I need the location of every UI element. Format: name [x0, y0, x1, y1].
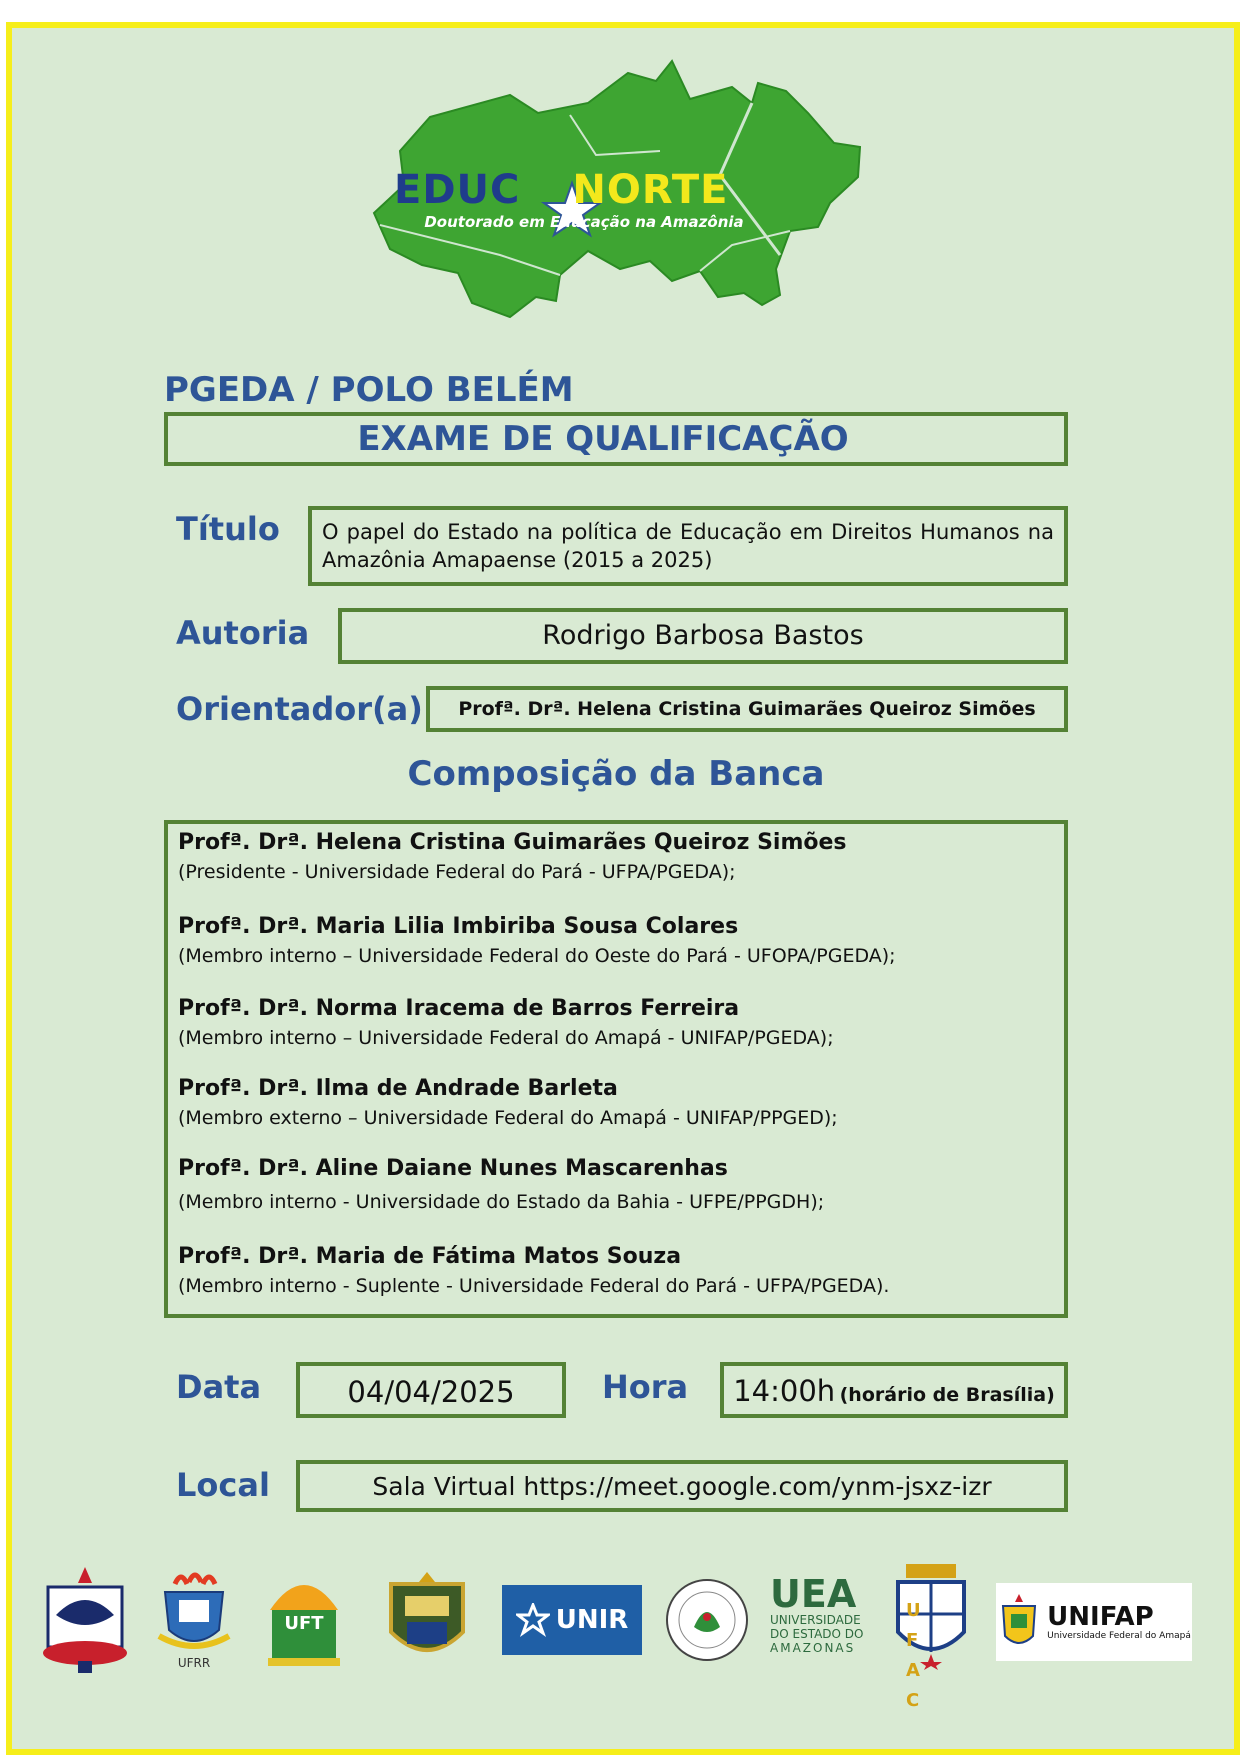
hora-label: Hora — [602, 1368, 689, 1406]
exam-title: EXAME DE QUALIFICAÇÃO — [357, 419, 849, 459]
banca-member — [178, 914, 1054, 996]
orientador-label: Orientador(a) — [176, 690, 423, 728]
autoria-box — [338, 608, 1068, 664]
logo-brand-right: NORTE — [572, 167, 729, 213]
data-box — [296, 1362, 566, 1418]
educ-norte-logo — [360, 55, 870, 345]
banca-member-name: Profª. Drª. Helena Cristina Guimarães Queiroz Simões — [178, 830, 847, 855]
unir-star-icon — [516, 1603, 550, 1637]
banca-member-role: (Membro interno – Universidade Federal do Oeste do Pará - UFOPA/PGEDA); — [178, 945, 896, 967]
unir-logo — [502, 1585, 642, 1655]
banca-member-role: (Membro interno - Suplente - Universidade Federal do Pará - UFPA/PGEDA). — [178, 1275, 890, 1297]
unifap-label: UNIFAP — [1047, 1602, 1154, 1632]
banca-member — [178, 1076, 1054, 1156]
banca-member-name: Profª. Drª. Norma Iracema de Barros Ferreira — [178, 996, 740, 1021]
university-shield-icon — [377, 1568, 477, 1672]
uft-label: UFT — [284, 1613, 324, 1634]
titulo-label: Título — [176, 510, 280, 548]
banca-member — [178, 996, 1054, 1076]
banca-box — [164, 820, 1068, 1318]
uea-label: UEA — [770, 1572, 857, 1616]
uea-line1: UNIVERSIDADE — [770, 1613, 861, 1627]
banca-member-name: Profª. Drª. Ilma de Andrade Barleta — [178, 1076, 618, 1101]
banca-member — [178, 1156, 1054, 1244]
ufpa-logo — [38, 1565, 132, 1675]
ufrr-label: UFRR — [177, 1656, 211, 1670]
logo-brand-left: EDUC — [394, 167, 521, 213]
uea-line3: AMAZONAS — [770, 1641, 856, 1655]
ufam-logo — [664, 1565, 750, 1675]
data-label: Data — [176, 1368, 262, 1406]
banca-member-role: (Membro interno – Universidade Federal do Amapá - UNIFAP/PGEDA); — [178, 1027, 834, 1049]
hora-note: (horário de Brasília) — [839, 1384, 1055, 1406]
hora-box — [720, 1362, 1068, 1418]
autoria-value: Rodrigo Barbosa Bastos — [542, 620, 864, 651]
unifesspa-logo — [374, 1565, 480, 1675]
ufrr-logo — [150, 1565, 238, 1675]
ufam-seal-icon — [664, 1577, 750, 1663]
data-value: 04/04/2025 — [347, 1375, 515, 1409]
ufac-logo — [892, 1560, 970, 1711]
uft-logo — [262, 1565, 346, 1675]
ufpa-crest-icon — [38, 1565, 132, 1675]
unir-label: UNIR — [555, 1605, 629, 1635]
ufac-letters: UFAC — [906, 1600, 935, 1711]
uea-line2: DO ESTADO DO — [770, 1627, 864, 1641]
exam-title-box — [164, 412, 1068, 466]
unifap-logo — [996, 1583, 1192, 1661]
local-box — [296, 1460, 1068, 1512]
autoria-label: Autoria — [176, 614, 310, 652]
orientador-value: Profª. Drª. Helena Cristina Guimarães Queiroz Simões — [458, 698, 1036, 720]
banca-member-role: (Presidente - Universidade Federal do Pará - UFPA/PGEDA); — [178, 861, 736, 883]
local-label: Local — [176, 1466, 270, 1504]
unifap-sub: Universidade Federal do Amapá — [1047, 1631, 1191, 1641]
banca-member-role: (Membro interno - Universidade do Estado da Bahia - UFPE/PPGDH); — [178, 1191, 825, 1213]
banca-member — [178, 830, 1054, 914]
ufrr-crest-icon — [155, 1570, 233, 1654]
hora-value: 14:00h — [733, 1374, 836, 1408]
local-value: Sala Virtual https://meet.google.com/ynm-jsxz-izr — [372, 1472, 992, 1501]
uea-logo — [770, 1565, 870, 1665]
banca-title: Composição da Banca — [407, 754, 825, 794]
program-heading: PGEDA / POLO BELÉM — [164, 370, 574, 410]
logo-subtitle: Doutorado em Educação na Amazônia — [424, 213, 744, 231]
banca-member-name: Profª. Drª. Aline Daiane Nunes Mascarenhas — [178, 1156, 728, 1181]
banca-member-role: (Membro externo – Universidade Federal do Amapá - UNIFAP/PPGED); — [178, 1107, 838, 1129]
unifap-crest-icon — [997, 1592, 1041, 1652]
banca-member-name: Profª. Drª. Maria Lilia Imbiriba Sousa Colares — [178, 914, 739, 939]
banca-member-name: Profª. Drª. Maria de Fátima Matos Souza — [178, 1244, 682, 1269]
orientador-box — [426, 686, 1068, 732]
titulo-box — [308, 506, 1068, 586]
titulo-value: O papel do Estado na política de Educação em Direitos Humanos na Amazônia Amapaense (2015 a 2025) — [322, 520, 1054, 572]
banca-member — [178, 1244, 1054, 1297]
